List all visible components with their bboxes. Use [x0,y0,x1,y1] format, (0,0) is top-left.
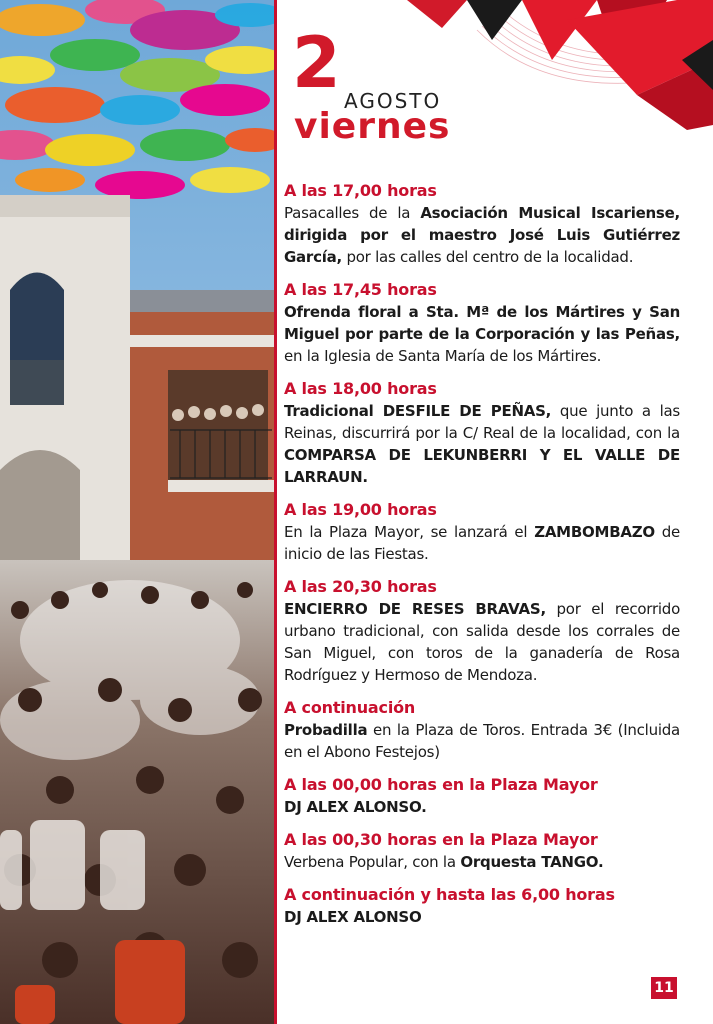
event-item [284,378,680,488]
event-description [284,598,680,686]
event-time: A continuación [284,698,416,717]
event-description-bold: ENCIERRO DE RESES BRAVAS, [284,600,546,618]
event-item [284,180,680,268]
event-description-bold: Asociación Musical Iscariense, dirigida por el maestro José Luis Gutiérrez García, [284,204,680,266]
event-time: A las 17,45 horas [284,280,437,299]
event-time: A las 20,30 horas [284,577,437,596]
event-item [284,576,680,686]
event-description [284,906,680,928]
event-description [284,400,680,488]
event-description-bold: DJ ALEX ALONSO. [284,798,427,816]
event-description-text: que junto a las Reinas, discurrirá por la C/ Real de la localidad, con la [284,402,680,442]
festival-photo [0,0,274,1024]
event-item [284,829,680,873]
event-time: A las 18,00 horas [284,379,437,398]
event-item [284,499,680,565]
event-description-bold: Probadilla [284,721,368,739]
event-description-text: de inicio de las Fiestas. [284,523,680,563]
event-day-number: 2 [292,22,341,104]
event-description-text: Pasacalles de la [284,204,421,222]
event-description [284,719,680,763]
event-description-text: en la Iglesia de Santa María de los Mártires. [284,347,602,365]
event-description-text: Verbena Popular, con la [284,853,461,871]
event-description-text: por el recorrido urbano tradicional, con salida desde los corrales de San Miguel, con toros de la ganadería de Rosa Rodríguez y Hermoso de Mendoza. [284,600,680,684]
events-list [284,180,680,939]
event-time: A las 00,30 horas en la Plaza Mayor [284,830,598,849]
event-description [284,851,680,873]
event-description-bold: Orquesta TANGO. [460,853,604,871]
event-time: A continuación y hasta las 6,00 horas [284,885,615,904]
event-description-bold: Tradicional DESFILE DE PEÑAS, [284,402,552,420]
event-item [284,774,680,818]
event-month: AGOSTO [344,89,442,113]
event-time: A las 00,00 horas en la Plaza Mayor [284,775,598,794]
event-description-text: En la Plaza Mayor, se lanzará el [284,523,535,541]
event-description-bold: COMPARSA DE LEKUNBERRI Y EL VALLE DE LARRAUN. [284,446,680,486]
event-description-text: por las calles del centro de la localidad. [341,248,634,266]
event-description-bold: Ofrenda floral a Sta. Mª de los Mártires y San Miguel por parte de la Corporación y las Peñas, [284,303,680,343]
event-description-bold: DJ ALEX ALONSO [284,908,422,926]
event-weekday: viernes [294,106,451,147]
event-description [284,521,680,565]
event-description [284,796,680,818]
event-time: A las 17,00 horas [284,181,437,200]
event-description-bold: ZAMBOMBAZO [534,523,655,541]
event-description-text: en la Plaza de Toros. Entrada 3€ (Incluida en el Abono Festejos) [284,721,680,761]
event-time: A las 19,00 horas [284,500,437,519]
event-description [284,301,680,367]
page-number: 11 [651,977,677,999]
event-item [284,697,680,763]
event-item [284,884,680,928]
event-description [284,202,680,268]
event-item [284,279,680,367]
